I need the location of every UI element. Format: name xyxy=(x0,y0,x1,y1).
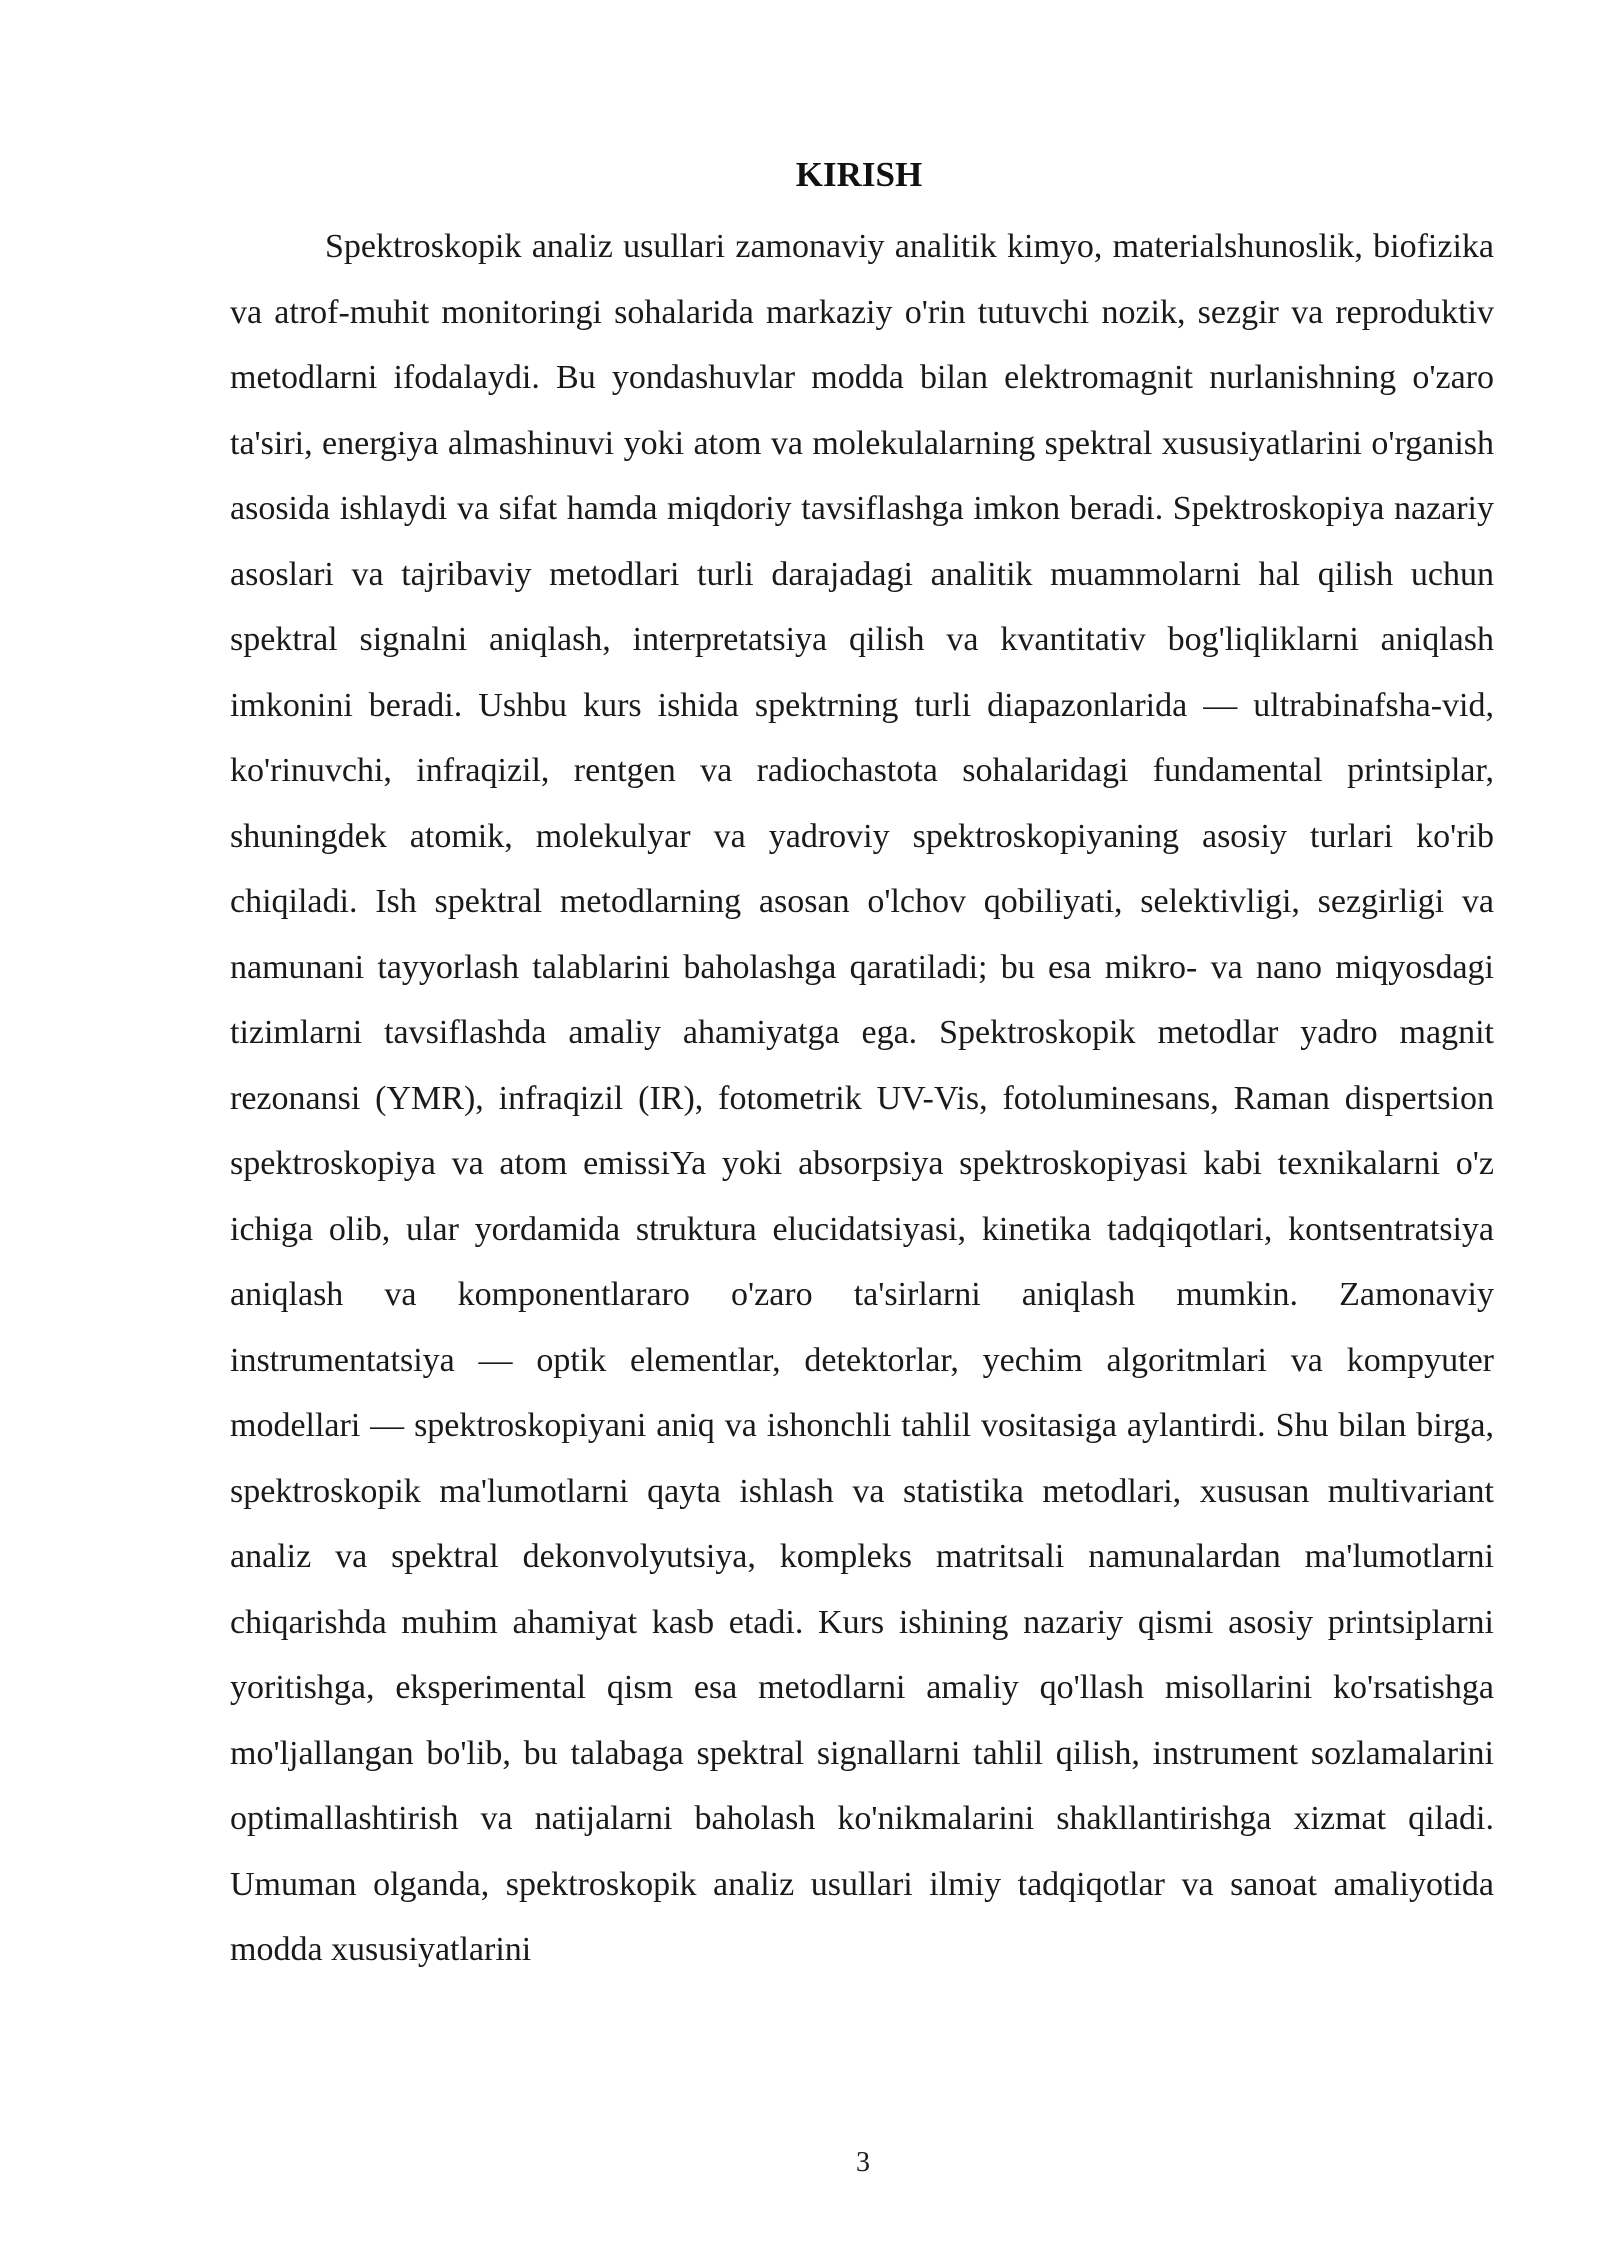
section-heading: KIRISH xyxy=(795,155,923,194)
page-number: 3 xyxy=(856,2147,870,2178)
body-paragraph: Spektroskopik analiz usullari zamonaviy analitik kimyo, materialshunoslik, biofizika va atrof-muhit monitoringi sohalarida markaziy o'rin tutuvchi nozik, sezgir va reproduktiv metodlarni ifodalaydi. Bu yondashuvlar modda bilan elektromagnit nurlanishning o'zaro ta'siri, energiya almashinuvi yoki atom va molekulalarning spektral xususiyatlarini o'rganish asosida ishlaydi va sifat hamda miqdoriy tavsiflashga imkon beradi. Spektroskopiya nazariy asoslari va tajribaviy metodlari turli darajadagi analitik muammolarni hal qilish uchun spektral signalni aniqlash, interpretatsiya qilish va kvantitativ bog'liqliklarni aniqlash imkonini beradi. Ushbu kurs ishida spektrning turli diapazonlarida — ultrabinafsha-vid, ko'rinuvchi, infraqizil, rentgen va radiochastota sohalaridagi fundamental printsiplar, shuningdek atomik, molekulyar va yadroviy spektroskopiyaning asosiy turlari ko'rib chiqiladi. Ish spektral metodlarning asosan o'lchov qobiliyati, selektivligi, sezgirligi va namunani tayyorlash talablarini baholashga qaratiladi; bu esa mikro- va nano miqyosdagi tizimlarni tavsiflashda amaliy ahamiyatga ega. Spektroskopik metodlar yadro magnit rezonansi (YMR), infraqizil (IR), fotometrik UV-Vis, fotoluminesans, Raman dispertsion spektroskopiya va atom emissiYa yoki absorpsiya spektroskopiyasi kabi texnikalarni o'z ichiga olib, ular yordamida struktura elucidatsiyasi, kinetika tadqiqotlari, kontsentratsiya aniqlash va komponentlararo o'zaro ta'sirlarni aniqlash mumkin. Zamonaviy instrumentatsiya — optik elementlar, detektorlar, yechim algoritmlari va kompyuter modellari — spektroskopiyani aniq va ishonchli tahlil vositasiga aylantirdi. Shu bilan birga, spektroskopik ma'lumotlarni qayta ishlash va statistika metodlari, xususan multivariant analiz va spektral dekonvolyutsiya, kompleks matritsali namunalardan ma'lumotlarni chiqarishda muhim ahamiyat kasb etadi. Kurs ishining nazariy qismi asosiy printsiplarni yoritishga, eksperimental qism esa metodlarni amaliy qo'llash misollarini ko'rsatishga mo'ljallangan bo'lib, bu talabaga spektral signallarni tahlil qilish, instrument sozlamalarini optimallashtirish va natijalarni baholash ko'nikmalarini shakllantirishga xizmat qiladi. Umuman olganda, spektroskopik analiz usullari ilmiy tadqiqotlar va sanoat amaliyotida modda xususiyatlarini xyxy=(230,228,1494,1968)
